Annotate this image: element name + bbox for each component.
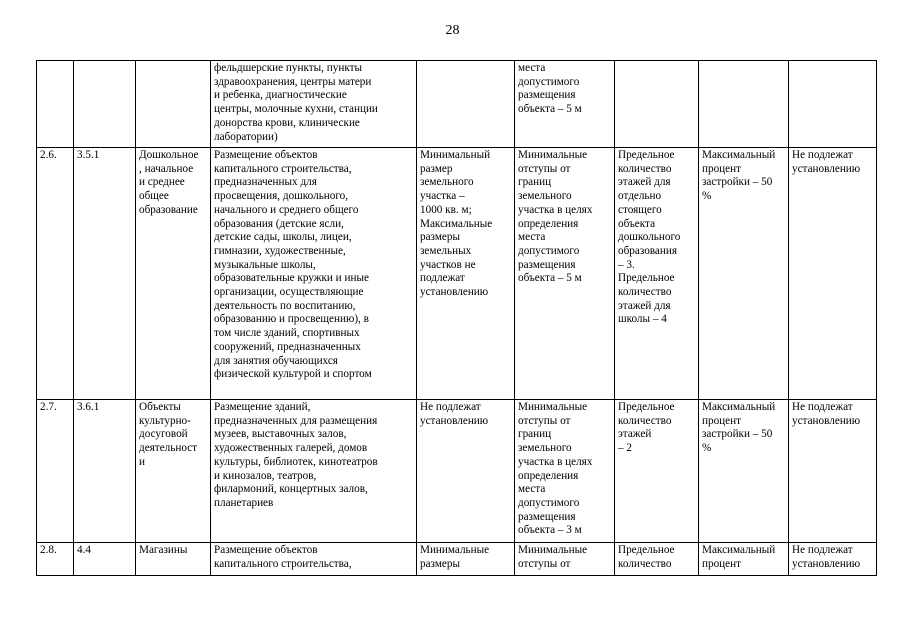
cell-coverage [699,61,789,148]
cell-setbacks: Минимальные отступы от границ земельного участка в целях определения места допустимого размещения объекта – 3 м [515,400,615,543]
cell-description: Размещение объектов капитального строительства, [211,543,417,576]
cell-plot-size [417,61,515,148]
cell-setbacks: Минимальные отступы от [515,543,615,576]
table-row [37,148,877,400]
page-number: 28 [445,23,460,38]
cell-code: 3.6.1 [74,400,136,543]
cell-code: 4.4 [74,543,136,576]
cell-name: Объекты культурно- досуговой деятельност и [136,400,211,543]
cell-code [74,61,136,148]
cell-floors: Предельное количество [615,543,699,576]
cell-name [136,61,211,148]
cell-num [37,61,74,148]
cell-num: 2.8. [37,543,74,576]
cell-coverage: Максимальный процент застройки – 50 % [699,400,789,543]
cell-other: Не подлежат установлению [789,148,877,400]
cell-plot-size: Не подлежат установлению [417,400,515,543]
cell-coverage: Максимальный процент застройки – 50 % [699,148,789,400]
cell-coverage: Максимальный процент [699,543,789,576]
cell-other [789,61,877,148]
cell-code: 3.5.1 [74,148,136,400]
cell-plot-size: Минимальный размер земельного участка – 1000 кв. м; Максимальные размеры земельных участков не подлежат установлению [417,148,515,400]
table-row [37,61,877,148]
cell-setbacks: Минимальные отступы от границ земельного участка в целях определения места допустимого размещения объекта – 5 м [515,148,615,400]
cell-name: Магазины [136,543,211,576]
cell-description: Размещение зданий, предназначенных для размещения музеев, выставочных залов, художественных галерей, домов культуры, библиотек, кинотеатров и кинозалов, театров, филармоний, концертных залов, планетариев [211,400,417,543]
regulations-table [36,60,877,576]
cell-floors [615,61,699,148]
cell-setbacks: места допустимого размещения объекта – 5 м [515,61,615,148]
cell-floors: Предельное количество этажей для отдельно стоящего объекта дошкольного образования – 3. Предельное количество этажей для школы – 4 [615,148,699,400]
cell-num: 2.6. [37,148,74,400]
table-row [37,400,877,543]
table-row [37,543,877,576]
cell-description: Размещение объектов капитального строительства, предназначенных для просвещения, дошкольного, начального и среднего общего образования (детские ясли, детские сады, школы, лицеи, гимназии, художественные, музыкальные школы, образовательные кружки и иные организации, осуществляющие деятельность по воспитанию, образованию и просвещению), в том числе зданий, спортивных сооружений, предназначенных для занятия обучающихся физической культурой и спортом [211,148,417,400]
cell-num: 2.7. [37,400,74,543]
cell-other: Не подлежат установлению [789,400,877,543]
cell-other: Не подлежат установлению [789,543,877,576]
cell-name: Дошкольное , начальное и среднее общее образование [136,148,211,400]
cell-floors: Предельное количество этажей – 2 [615,400,699,543]
cell-description: фельдшерские пункты, пункты здравоохранения, центры матери и ребенка, диагностические центры, молочные кухни, станции донорства крови, клинические лаборатории) [211,61,417,148]
cell-plot-size: Минимальные размеры [417,543,515,576]
